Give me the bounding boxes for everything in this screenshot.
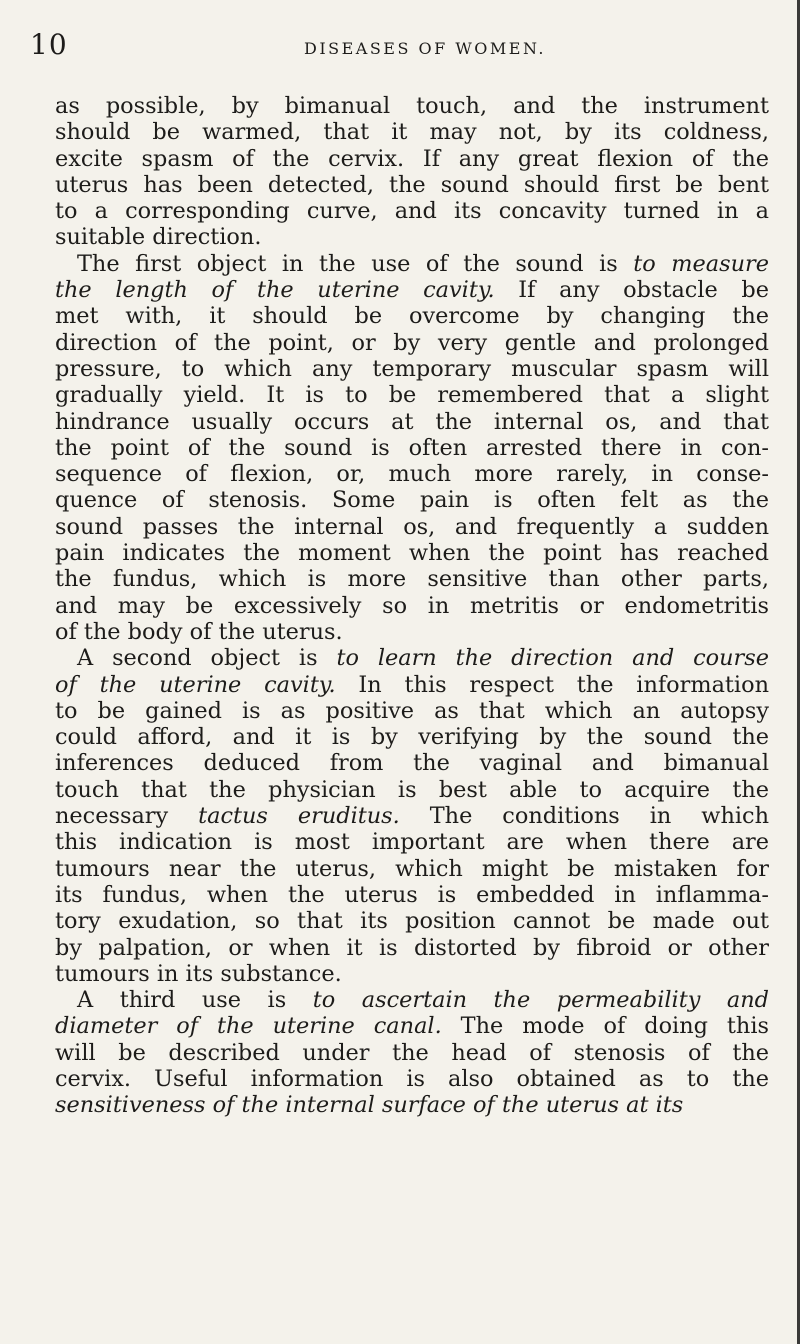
italic-text: to learn the direction and course	[336, 645, 770, 672]
text-line	[55, 172, 769, 198]
text-line	[55, 224, 769, 250]
text-run: The conditions in which	[399, 803, 769, 830]
text-line	[55, 1013, 769, 1039]
text-run: met with, it should be overcome by changing the	[55, 303, 769, 330]
text-run: suitable direction.	[55, 224, 262, 251]
text-line	[55, 303, 769, 329]
text-run: A third use is	[77, 987, 313, 1014]
text-run: quence of stenosis. Some pain is often felt as the	[55, 487, 769, 514]
text-line	[55, 93, 769, 119]
italic-text: sensitiveness of the internal surface of the uterus at its	[55, 1092, 684, 1119]
text-line	[55, 146, 769, 172]
italic-text: the length of the uterine cavity.	[55, 277, 495, 304]
text-line	[55, 251, 769, 277]
text-line	[55, 882, 769, 908]
text-run: should be warmed, that it may not, by its coldness,	[55, 119, 769, 146]
text-line	[55, 593, 769, 619]
italic-text: tactus eruditus.	[198, 803, 400, 830]
text-run: pain indicates the moment when the point has reached	[55, 540, 769, 567]
text-run: cervix. Useful information is also obtained as to the	[55, 1065, 769, 1092]
text-line	[55, 540, 769, 566]
text-run: its fundus, when the uterus is embedded in inflamma-	[55, 881, 769, 908]
text-run: could afford, and it is by verifying by the sound the	[55, 724, 769, 751]
text-line	[55, 198, 769, 224]
text-line	[55, 803, 769, 829]
text-run: tory exudation, so that its position cannot be made out	[55, 908, 769, 935]
text-run: uterus has been detected, the sound should first be bent	[55, 171, 769, 198]
text-run: If any obstacle be	[494, 277, 769, 304]
text-line	[55, 619, 769, 645]
text-line	[55, 645, 769, 671]
italic-text: to ascertain the permeability and	[312, 987, 769, 1014]
text-run: hindrance usually occurs at the internal os, and that	[55, 408, 769, 435]
text-run: necessary	[55, 803, 199, 830]
text-line	[55, 461, 769, 487]
page-number: 10	[30, 28, 68, 61]
text-line	[55, 698, 769, 724]
text-line	[55, 119, 769, 145]
text-run: the fundus, which is more sensitive than other parts,	[55, 566, 769, 593]
text-run: In this respect the information	[335, 671, 769, 698]
text-run: inferences deduced from the vaginal and bimanual	[55, 750, 769, 777]
text-line	[55, 435, 769, 461]
text-run: sequence of flexion, or, much more rarely, in conse-	[55, 461, 769, 488]
text-run: The first object in the use of the sound is	[77, 250, 634, 277]
text-line	[55, 330, 769, 356]
text-line	[55, 277, 769, 303]
text-run: tumours in its substance.	[55, 960, 342, 987]
text-run: sound passes the internal os, and frequently a sudden	[55, 513, 769, 540]
text-line	[55, 987, 769, 1013]
text-line	[55, 566, 769, 592]
text-run: excite spasm of the cervix. If any great flexion of the	[55, 145, 769, 172]
body-text	[55, 93, 769, 1119]
italic-text: of the uterine cavity.	[55, 671, 336, 698]
text-run: the point of the sound is often arrested there in con-	[55, 434, 769, 461]
text-line	[55, 514, 769, 540]
text-run: The mode of doing this	[441, 1013, 769, 1040]
text-line	[55, 487, 769, 513]
text-line	[55, 935, 769, 961]
text-line	[55, 382, 769, 408]
text-line	[55, 1040, 769, 1066]
italic-text: diameter of the uterine canal.	[55, 1013, 442, 1040]
text-run: to be gained is as positive as that which an autopsy	[55, 697, 769, 724]
text-run: as possible, by bimanual touch, and the instrument	[55, 93, 769, 119]
text-line	[55, 961, 769, 987]
text-line	[55, 672, 769, 698]
text-line	[55, 750, 769, 776]
text-line	[55, 409, 769, 435]
text-line	[55, 856, 769, 882]
text-line	[55, 1066, 769, 1092]
italic-text: to measure	[633, 250, 769, 277]
text-line	[55, 829, 769, 855]
text-run: gradually yield. It is to be remembered that a slight	[55, 382, 769, 409]
text-line	[55, 1092, 769, 1118]
page-header	[30, 28, 770, 68]
text-line	[55, 777, 769, 803]
text-run: pressure, to which any temporary muscular spasm will	[55, 355, 769, 382]
text-line	[55, 724, 769, 750]
text-run: to a corresponding curve, and its concavity turned in a	[55, 198, 769, 225]
text-run: and may be excessively so in metritis or endometritis	[55, 592, 769, 619]
text-run: direction of the point, or by very gentle and prolonged	[55, 329, 769, 356]
running-head: DISEASES OF WOMEN.	[303, 39, 547, 58]
text-run: A second object is	[77, 645, 337, 672]
text-run: tumours near the uterus, which might be mistaken for	[55, 855, 769, 882]
text-run: will be described under the head of stenosis of the	[55, 1039, 769, 1066]
text-line	[55, 356, 769, 382]
text-line	[55, 908, 769, 934]
text-run: of the body of the uterus.	[55, 618, 343, 645]
text-run: this indication is most important are when there are	[55, 829, 769, 856]
text-run: by palpation, or when it is distorted by fibroid or other	[55, 934, 769, 961]
text-run: touch that the physician is best able to acquire the	[55, 776, 769, 803]
